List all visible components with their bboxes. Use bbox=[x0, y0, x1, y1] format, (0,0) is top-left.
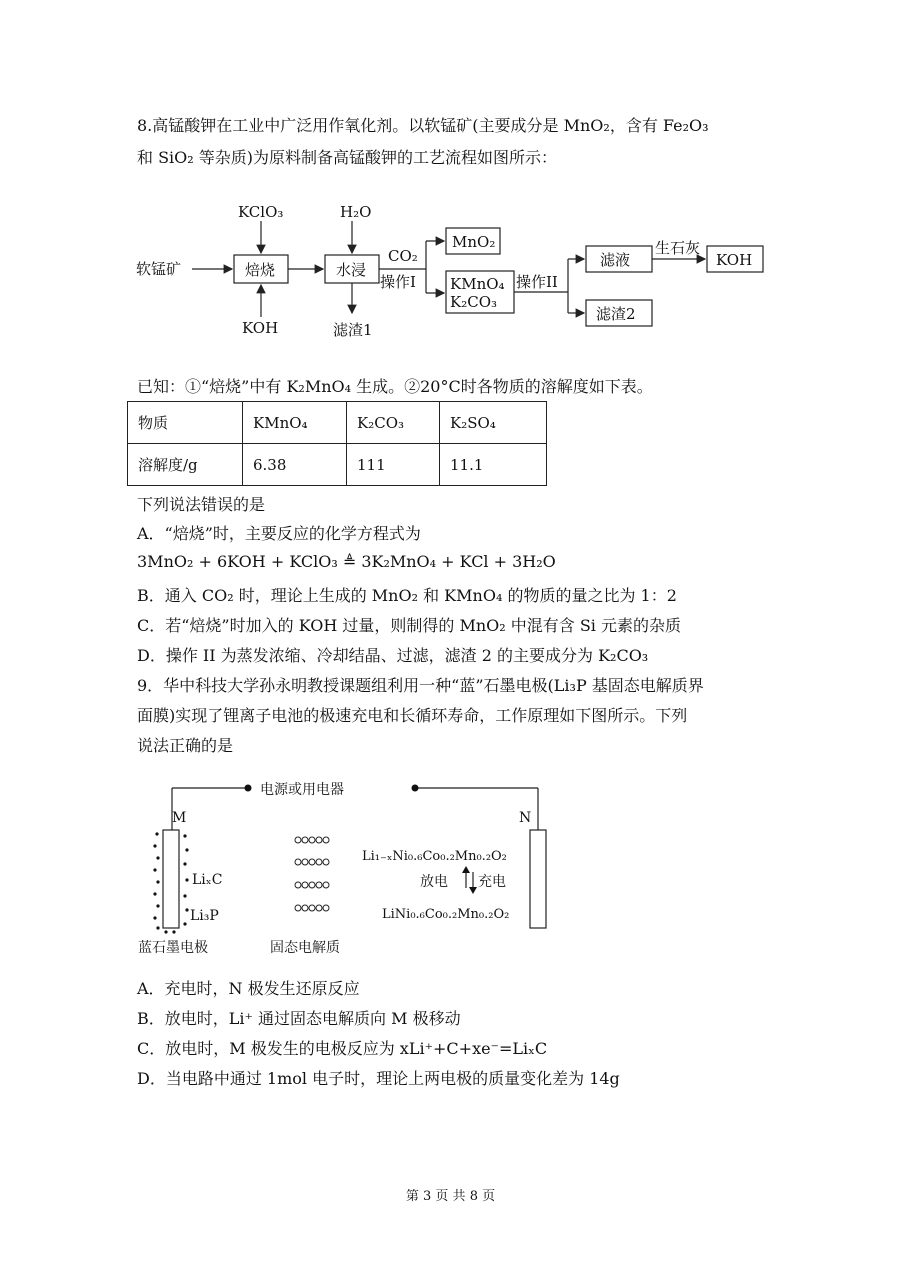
q9-line2: 面膜)实现了锂离子电池的极速充电和长循环寿命，工作原理如下图所示。下列 bbox=[137, 706, 688, 725]
m-label: M bbox=[172, 810, 187, 826]
table-cell: 物质 bbox=[128, 402, 243, 444]
solubility-table bbox=[127, 401, 547, 486]
table-cell: 111 bbox=[347, 444, 440, 486]
electrolyte-label: 固态电解质 bbox=[270, 940, 340, 956]
table-cell: 6.38 bbox=[243, 444, 347, 486]
terminal-dot bbox=[412, 785, 419, 792]
n-label: N bbox=[519, 810, 532, 826]
power-label: 电源或用电器 bbox=[260, 782, 344, 798]
q9-option-d: D．当电路中通过 1mol 电子时，理论上两电极的质量变化差为 14g bbox=[137, 1069, 620, 1088]
anode-label: 蓝石墨电极 bbox=[138, 940, 208, 956]
q8-option-d: D．操作 II 为蒸发浓缩、冷却结晶、过滤，滤渣 2 的主要成分为 K₂CO₃ bbox=[137, 646, 649, 665]
table-row bbox=[128, 444, 547, 486]
electrode-m bbox=[163, 830, 179, 928]
kclo3-label: KClO₃ bbox=[238, 203, 284, 221]
h2o-label: H₂O bbox=[340, 203, 372, 221]
table-cell: 溶解度/g bbox=[128, 444, 243, 486]
op1-label: 操作I bbox=[380, 273, 416, 291]
leach-label: 水浸 bbox=[336, 261, 367, 279]
filtrate-label: 滤液 bbox=[600, 251, 631, 269]
op2-label: 操作II bbox=[516, 273, 558, 291]
roast-label: 焙烧 bbox=[245, 261, 276, 279]
discharge-label: 放电 bbox=[420, 874, 448, 890]
q9-option-a: A．充电时，N 极发生还原反应 bbox=[137, 979, 360, 998]
page-footer: 第 3 页 共 8 页 bbox=[405, 1189, 496, 1204]
electrode-particles bbox=[153, 832, 188, 933]
raw-label: 软锰矿 bbox=[136, 260, 182, 278]
lixc-label: LiₓC bbox=[192, 872, 223, 888]
battery-diagram bbox=[130, 770, 560, 965]
lime-label: 生石灰 bbox=[655, 239, 701, 257]
table-header-row bbox=[128, 402, 547, 444]
q8-option-a-equation: 3MnO₂ + 6KOH + KClO₃ ≜ 3K₂MnO₄ + KCl + 3H₂O bbox=[137, 552, 556, 571]
cathode-bottom-label: LiNi₀.₆Co₀.₂Mn₀.₂O₂ bbox=[382, 907, 510, 922]
arrow-down-icon bbox=[469, 887, 477, 894]
table-cell: K₂SO₄ bbox=[440, 402, 547, 444]
electrolyte-particles bbox=[295, 837, 329, 911]
koh-in-label: KOH bbox=[242, 319, 279, 337]
cathode-top-label: Li₁₋ₓNi₀.₆Co₀.₂Mn₀.₂O₂ bbox=[362, 849, 507, 864]
q8-known: 已知：①“焙烧”中有 K₂MnO₄ 生成。②20°C时各物质的溶解度如下表。 bbox=[137, 377, 653, 396]
q9-option-b: B．放电时，Li⁺ 通过固态电解质向 M 极移动 bbox=[137, 1009, 461, 1028]
q9-line3: 说法正确的是 bbox=[137, 736, 234, 755]
table-cell: 11.1 bbox=[440, 444, 547, 486]
table-cell: K₂CO₃ bbox=[347, 402, 440, 444]
q8-option-c: C．若“焙烧”时加入的 KOH 过量，则制得的 MnO₂ 中混有含 Si 元素的杂质 bbox=[137, 616, 682, 635]
q9-line1: 9．华中科技大学孙永明教授课题组利用一种“蓝”石墨电极(Li₃P 基固态电解质界 bbox=[137, 676, 704, 695]
terminal-dot bbox=[245, 785, 252, 792]
li3p-label: Li₃P bbox=[190, 908, 219, 924]
q8-line1: 8.高锰酸钾在工业中广泛用作氧化剂。以软锰矿(主要成分是 MnO₂，含有 Fe₂O₃ bbox=[137, 116, 709, 135]
process-flow-diagram bbox=[130, 195, 780, 345]
arrow-up-icon bbox=[462, 866, 470, 873]
charge-label: 充电 bbox=[478, 874, 506, 890]
q9-option-c: C．放电时，M 极发生的电极反应为 xLi⁺+C+xe⁻=LiₓC bbox=[137, 1039, 548, 1058]
table-cell: KMnO₄ bbox=[243, 402, 347, 444]
q8-line2: 和 SiO₂ 等杂质)为原料制备高锰酸钾的工艺流程如图所示： bbox=[137, 148, 558, 167]
k2co3-label: K₂CO₃ bbox=[450, 293, 498, 311]
electrode-n bbox=[530, 830, 546, 928]
residue1-label: 滤渣1 bbox=[333, 321, 373, 339]
q8-option-a: A．“焙烧”时，主要反应的化学方程式为 bbox=[137, 524, 421, 543]
koh-out-label: KOH bbox=[716, 251, 753, 269]
kmno4-label: KMnO₄ bbox=[450, 275, 505, 293]
q8-option-b: B．通入 CO₂ 时，理论上生成的 MnO₂ 和 KMnO₄ 的物质的量之比为 1：2 bbox=[137, 586, 677, 605]
mno2-label: MnO₂ bbox=[452, 233, 496, 251]
co2-label: CO₂ bbox=[388, 247, 418, 265]
q8-stem: 下列说法错误的是 bbox=[137, 495, 266, 514]
residue2-label: 滤渣2 bbox=[596, 305, 636, 323]
